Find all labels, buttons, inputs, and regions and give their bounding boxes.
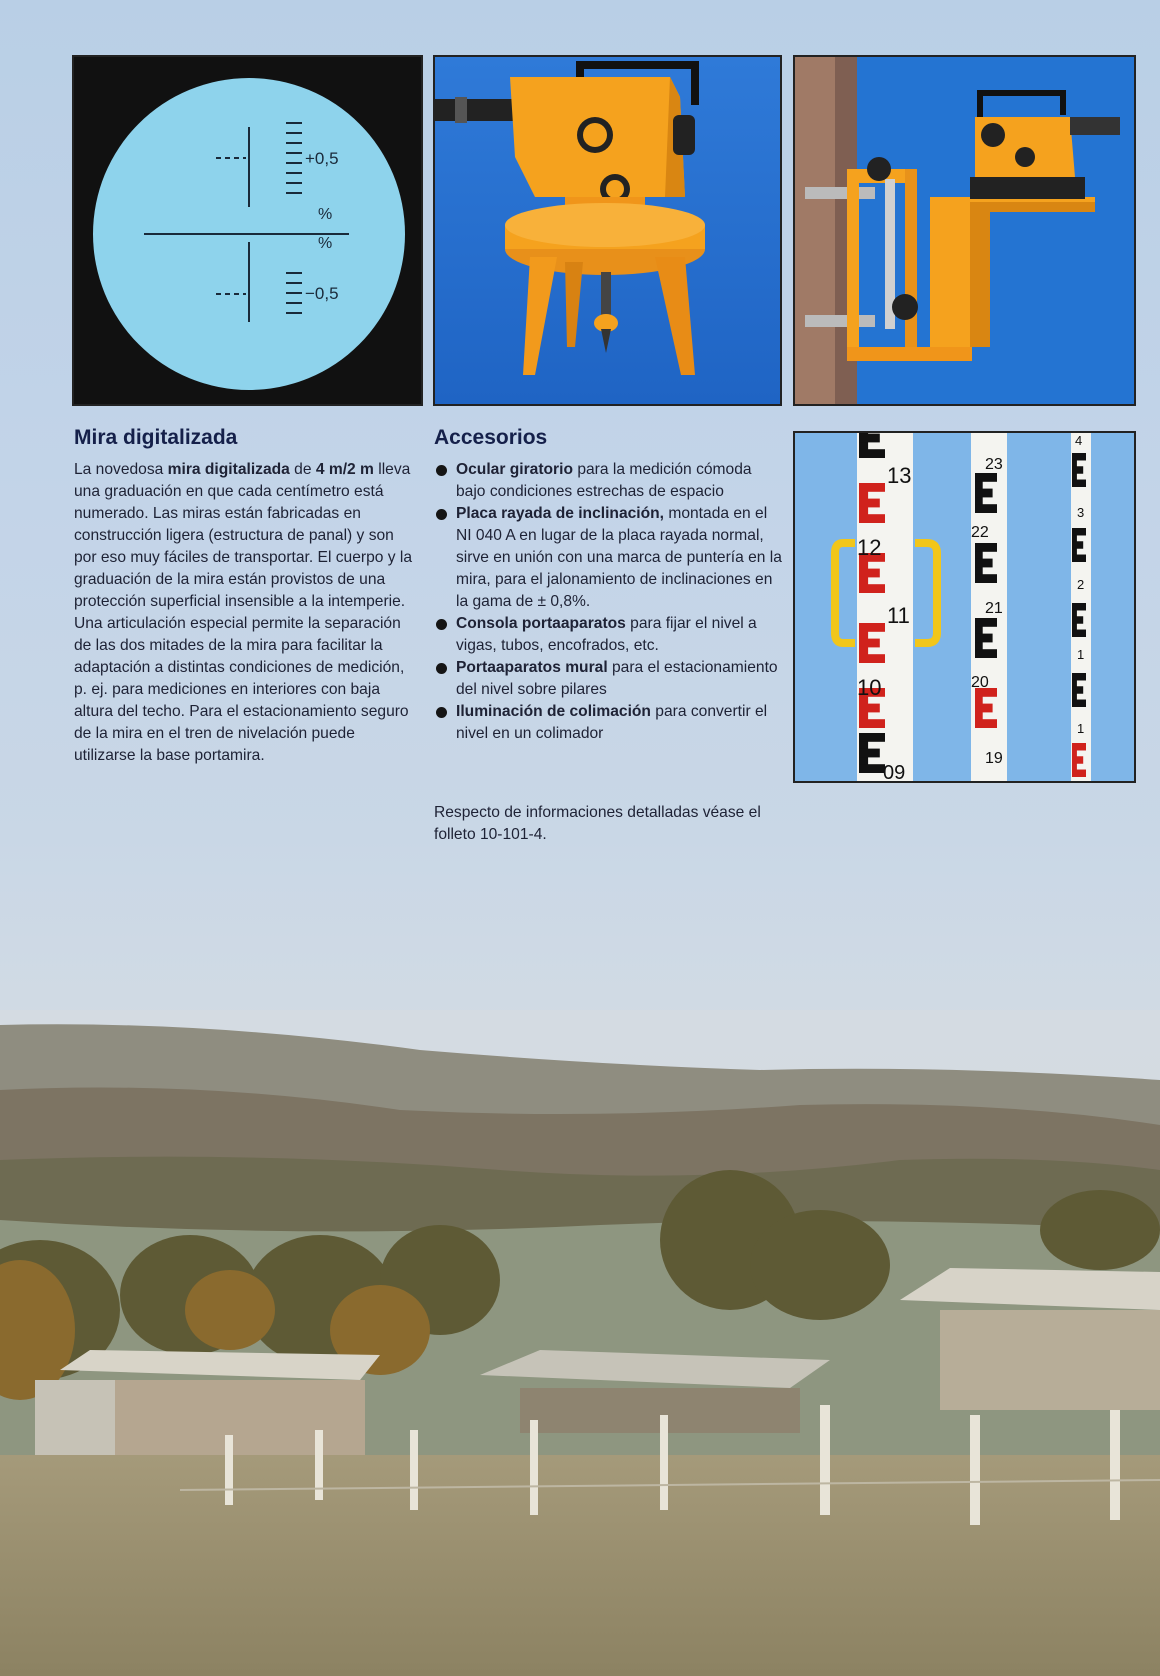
rod1-label-10: 10 <box>857 675 882 700</box>
rod2-label-23: 23 <box>985 456 1003 473</box>
bullet-icon <box>436 707 447 718</box>
bullet-icon <box>436 663 447 674</box>
list-item: Ocular giratorio para la medición cómoda bajo condiciones estrechas de espacio <box>434 459 784 503</box>
mira-heading: Mira digitalizada <box>74 426 238 449</box>
reticle-label-plus: +0,5 <box>305 149 339 168</box>
rod1-label-13: 13 <box>887 463 912 488</box>
mira-description: La novedosa mira digitalizada de 4 m/2 m lleva una graduación en que cada centímetro está numerado. Las miras están fabricadas en construcción ligera (estructura de panal) y son por eso muy fáciles de transportar. El cuerpo y la graduación de la mira están provistos de una protección superficial insensible a la intemperie. Una articulación especial permite la separación de las dos mitades de la mira para facilitar la adaptación a distintas condiciones de medición, p. ej. para mediciones en interiores con baja altura del techo. Para el estacionamiento seguro de la mira en el tren de nivelación puede utilizarse la base portamira. <box>74 461 413 764</box>
bullet-icon <box>436 509 447 520</box>
mira-bold-term: mira digitalizada <box>167 461 290 478</box>
rod1-label-11: 11 <box>887 603 910 628</box>
rod2-label-21: 21 <box>985 600 1003 617</box>
wall-mount-photo <box>793 55 1136 406</box>
reticle-label-percent-top: % <box>318 206 333 223</box>
rod2-label-20: 20 <box>971 674 989 691</box>
leveling-rods-photo <box>793 431 1136 783</box>
tripod-instrument-photo <box>433 55 782 406</box>
rod3-label-1a: 1 <box>1077 647 1085 662</box>
rod3-label-3: 3 <box>1077 505 1085 520</box>
landscape-photo <box>0 1010 1160 1676</box>
rod2-label-22: 22 <box>971 524 989 541</box>
rod3-label-2: 2 <box>1077 577 1085 592</box>
rod3-label-1b: 1 <box>1077 721 1085 736</box>
reticle-label-percent-bottom: % <box>318 235 333 252</box>
bullet-icon <box>436 619 447 630</box>
mira-bold-size: 4 m/2 m <box>315 461 374 478</box>
list-item: Placa rayada de inclinación, montada en el NI 040 A en lugar de la placa rayada normal, sirve en unión con una marca de puntería en la mira, para el jalonamiento de inclinaciones en la gama de ± 0,8%. <box>434 503 784 613</box>
rod1-label-12: 12 <box>857 535 882 560</box>
reticle-label-minus: −0,5 <box>305 284 339 303</box>
reticle-image <box>72 55 423 406</box>
rod2-label-19: 19 <box>985 750 1003 767</box>
rod3-label-4: 4 <box>1075 433 1083 448</box>
list-item: Portaaparatos mural para el estacionamiento del nivel sobre pilares <box>434 657 784 701</box>
accesorios-list <box>434 459 784 745</box>
rod1-label-09: 09 <box>883 762 906 781</box>
list-item: Iluminación de colimación para convertir el nivel en un colimador <box>434 701 784 745</box>
accesorios-heading: Accesorios <box>434 426 548 449</box>
list-item: Consola portaaparatos para fijar el nivel a vigas, tubos, encofrados, etc. <box>434 613 784 657</box>
brochure-note: Respecto de informaciones detalladas véase el folleto 10-101-4. <box>434 804 761 843</box>
bullet-icon <box>436 465 447 476</box>
